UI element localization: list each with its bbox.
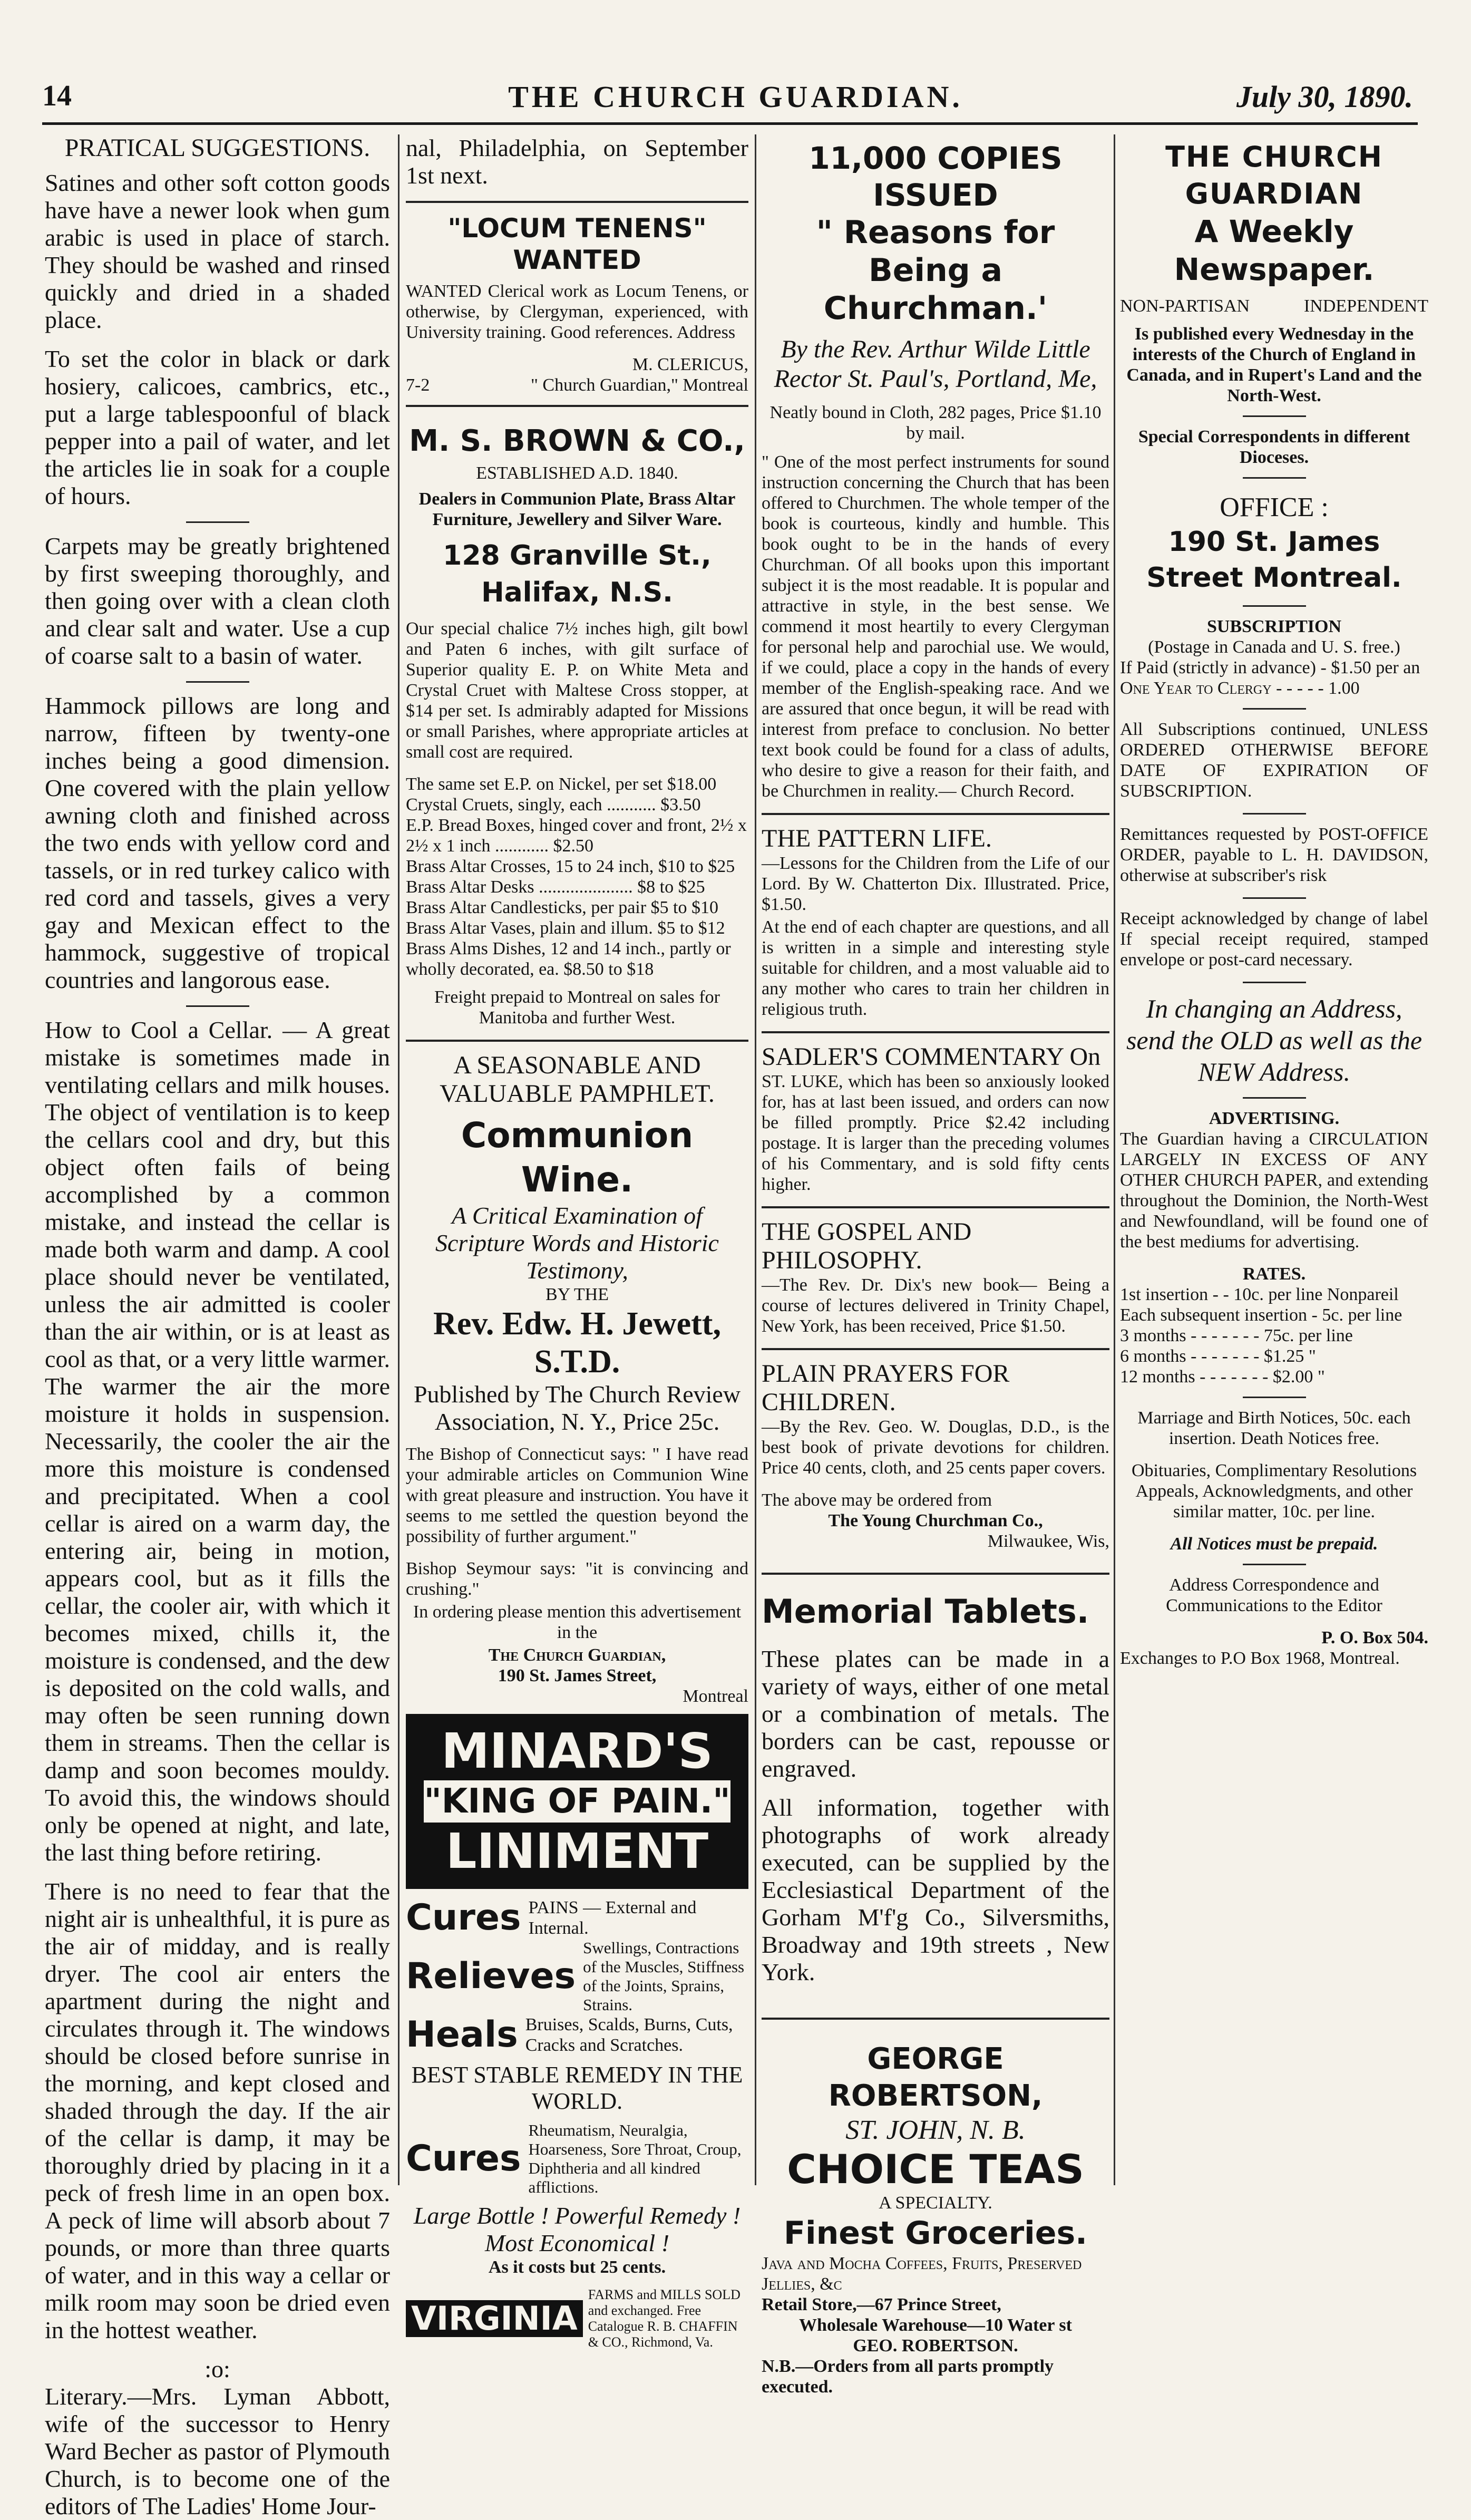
column-divider — [755, 134, 756, 2185]
choice-teas: CHOICE TEAS — [787, 2146, 1084, 2193]
locum-address-row — [406, 375, 748, 395]
pamphlet-title: A SEASONABLE AND VALUABLE PAMPHLET. — [440, 1051, 715, 1108]
wine-address: 190 St. James Street, — [498, 1666, 657, 1685]
paragraph: Literary.—Mrs. Lyman Abbott, wife of the successor to Henry Ward Becher as pastor of Plymouth Church, is to become one of the editors of The Ladies' Home Jour- — [45, 2383, 390, 2519]
gospel-title: THE GOSPEL AND PHILOSOPHY. — [762, 1218, 972, 1274]
column-advertisements-2 — [406, 134, 748, 2350]
published-note: Is published every Wednesday in the interests of the Church of England in Canada, and in Rupert's Land and the North-West. — [1126, 324, 1422, 405]
marriage-note: Marriage and Birth Notices, 50c. each insertion. Death Notices free. — [1137, 1408, 1411, 1448]
office-address: 190 St. James Street Montreal. — [1146, 526, 1402, 594]
address-note: Address Correspondence and Communications to the Editor — [1166, 1575, 1382, 1615]
sadler-body: ST. LUKE, which has been so anxiously looked for, has at last been issued, and orders can now be filled promptly. Price $2.42 including postage. It is larger than the preceding volumes of his Commentary, and is sold fifty cents higher. — [762, 1072, 1109, 1194]
paragraph: How to Cool a Cellar. — A great mistake is sometimes made in ventilating cellars and milk houses. The object of ventilation is to keep the cellars cool and dry, but this object often fails of being accomplished by a common mistake, and instead the cellar is made both warm and damp. A cool place should never be ventilated, unless the air admitted is cooler than the air within, or is at least as cool as that, or a very little warmer. The warmer the air the more moisture it holds in suspension. Necessarily, the cooler the air the more this moisture is condensed and precipitated. When a cool cellar is aired on a warm day, the entering air, being in motion, appears cool, but as it fills the cellar, the cooler air, with which it becomes mixed, chills it, the moisture is condensed, and the dew is deposited on the cold walls, and may often be seen running down them in streams. Then the cellar is damp and soon becomes mouldy. To avoid this, the windows should only be opened at night, and late, the last thing before retiring. — [45, 1016, 390, 1866]
divider — [1243, 1097, 1306, 1099]
virginia-text: FARMS and MILLS SOLD and exchanged. Free Catalogue R. B. CHAFFIN & CO., Richmond, Va. — [588, 2287, 741, 2350]
plain-prayers-title: PLAIN PRAYERS FOR CHILDREN. — [762, 1360, 1010, 1416]
locum-address: " Church Guardian," Montreal — [531, 375, 748, 395]
wine-quote: Bishop Seymour says: "it is convincing and crushing." — [406, 1559, 748, 1599]
locum-signature: M. CLERICUS, — [632, 355, 748, 374]
divider — [1243, 897, 1306, 899]
cures-word: Cures — [406, 1897, 521, 1939]
wine-order-note: In ordering please mention this advertisement in the — [413, 1602, 742, 1642]
cures-text: PAINS — External and Internal. — [528, 1898, 697, 1938]
minards-slogan: "KING OF PAIN." — [424, 1780, 730, 1823]
specialty: A SPECIALTY. — [879, 2193, 992, 2213]
robertson-title: GEORGE ROBERTSON, — [828, 2042, 1043, 2113]
reasons-rector: Rector St. Paul's, Portland, Me, — [774, 365, 1097, 393]
masthead: THE CHURCH GUARDIAN. — [508, 80, 963, 114]
robertson-place: ST. JOHN, N. B. — [845, 2115, 1026, 2145]
pattern-body-2: At the end of each chapter are questions, and all is written in a simple and interesting style suitable for children, and a most valuable aid to any mother who cares to train her children in religious truth. — [762, 917, 1109, 1019]
non-partisan: NON-PARTISAN — [1120, 296, 1250, 316]
price-line: Brass Altar Desks ..................... $8 to $25 — [406, 877, 705, 897]
rule — [762, 1031, 1109, 1033]
paragraph: Hammock pillows are long and narrow, fifteen by twenty-one inches being a good dimension. One covered with the plain yellow awning cloth and finished across the two ends with yellow cord and tassels, or in red turkey calico with red cord and tassels, gives a very gay and Mexican effect to the hammock, suggestive of tropical countries and langorous ease. — [45, 692, 390, 993]
order-note: The above may be ordered from — [762, 1490, 992, 1510]
divider — [186, 521, 249, 523]
relieves-line — [406, 1939, 748, 2014]
exchanges-note: Exchanges to P.O Box 1968, Montreal. — [1120, 1649, 1400, 1668]
guardian-tagline — [1120, 296, 1428, 316]
wine-publication: The Church Guardian, — [488, 1645, 666, 1665]
freight-note: Freight prepaid to Montreal on sales for Manitoba and further West. — [434, 987, 720, 1028]
cost-note: As it costs but 25 cents. — [488, 2257, 666, 2277]
guardian-title: THE CHURCH GUARDIAN — [1165, 140, 1383, 210]
rule — [762, 813, 1109, 815]
subscription-title: SUBSCRIPTION — [1206, 617, 1342, 636]
subscription-paid: If Paid (strictly in advance) - $1.50 per an — [1120, 658, 1420, 677]
wine-title: Communion Wine. — [461, 1115, 694, 1200]
relieves-word: Relieves — [406, 1955, 576, 1997]
issue-date: July 30, 1890. — [1236, 80, 1413, 114]
order-city: Milwaukee, Wis, — [987, 1532, 1109, 1551]
finest-groceries: Finest Groceries. — [784, 2215, 1087, 2252]
wine-subtitle: A Critical Examination of Scripture Words and Historic Testimony, — [435, 1202, 719, 1284]
column-guardian-info — [1120, 134, 1428, 2180]
divider — [1243, 605, 1306, 607]
change-address-note: In changing an Address, send the OLD as well as the NEW Address. — [1126, 994, 1423, 1087]
paragraph: Carpets may be greatly brightened by first sweeping thoroughly, and then going over with a clean cloth and clear salt and water. Use a cup of coarse salt to a basin of water. — [45, 532, 390, 669]
brown-body: Our special chalice 7½ inches high, gilt bowl and Paten 6 inches, with gilt surface of Superior quality E. P. on White Meta and Crystal Cruet with Maltese Cross stopper, at $14 per set. Is admirably adapted for Missions or small Parishes, where appropriate articles at small cost are required. — [406, 619, 748, 762]
rates-title: RATES. — [1242, 1264, 1306, 1284]
subscription-continued: All Subscriptions continued, UNLESS ORDERED OTHERWISE BEFORE DATE OF EXPIRATION OF SUBSCRIPTION. — [1120, 720, 1428, 801]
rate-line: 3 months - - - - - - - 75c. per line — [1120, 1326, 1353, 1345]
obituary-note: Obituaries, Complimentary Resolutions Appeals, Acknowledgments, and other similar matter, 10c. per line. — [1131, 1461, 1417, 1521]
divider — [186, 1005, 249, 1007]
relieves-text: Swellings, Contractions of the Muscles, Stiffness of the Joints, Sprains, Strains. — [583, 1939, 745, 2014]
po-box: P. O. Box 504. — [1321, 1628, 1428, 1647]
wine-by: BY THE — [545, 1285, 609, 1304]
brown-address: 128 Granville St., Halifax, N.S. — [443, 540, 712, 608]
memorial-paragraph: These plates can be made in a variety of ways, either of one metal or a combination of metals. The borders can be cast, repousse or engraved. — [762, 1645, 1109, 1782]
header-rule — [42, 122, 1418, 125]
column-advertisements-3 — [762, 134, 1109, 2397]
reasons-title: " Reasons for Being a Churchman.' — [816, 214, 1055, 327]
wine-quote: The Bishop of Connecticut says: " I have read your admirable articles on Communion Wine with great pleasure and instruction. You have it seems to me settled the question beyond the possibility of further argument." — [406, 1445, 748, 1546]
stable-remedy: BEST STABLE REMEDY IN THE WORLD. — [411, 2062, 743, 2114]
cures-line — [406, 1897, 748, 1939]
brown-dealers: Dealers in Communion Plate, Brass Altar Furniture, Jewellery and Silver Ware. — [418, 489, 736, 529]
rule — [406, 405, 748, 407]
paragraph: There is no need to fear that the night air is unhealthful, it is pure as the air of midday, and is really dryer. The cool air enters the apartment during the night and circulates through it. The windows should be closed before sunrise in the morning, and kept closed and shaded through the day. If the air of the cellar is damp, it may be thoroughly dried by placing in it a peck of fresh lime in an open box. A peck of lime will absorb about 7 pounds, or more than three quarts of water, and in this way a cellar or milk room may soon be dried even in the hottest weather. — [45, 1878, 390, 2343]
page-number: 14 — [42, 80, 72, 112]
rate-line: 1st insertion - - 10c. per line Nonpareil — [1120, 1285, 1399, 1304]
office-label: OFFICE : — [1220, 492, 1329, 522]
subscription-postage: (Postage in Canada and U. S. free.) — [1148, 637, 1400, 657]
price-line: The same set E.P. on Nickel, per set $18.00 — [406, 774, 717, 794]
column-divider — [1114, 134, 1115, 2185]
weekly-newspaper: A Weekly Newspaper. — [1174, 214, 1375, 287]
article-title: PRATICAL SUGGESTIONS. — [64, 134, 371, 162]
copies-issued: 11,000 COPIES ISSUED — [808, 140, 1063, 213]
price-line: Brass Altar Vases, plain and illum. $5 to $12 — [406, 918, 725, 938]
reasons-review: " One of the most perfect instruments for sound instruction concerning the Church that has been offered to Churchmen. The whole temper of the book is courteous, kindly and humble. This book ought to be in the hands of every Churchman. Of all books upon this important subject it is the most readable. It is popular and attractive in style, in the best sense. We commend it most heartily to every Clergyman for personal help and parochial use. We would, if we could, place a copy in the hands of every member of the English-speaking race. And we are assured that once begun, it will be read with interest from preface to conclusion. No better text book could be found for a class of adults, who desire to give a reason for their faith, and be Churchmen in reality.— Church Record. — [762, 452, 1109, 801]
grocery-goods: Java and Mocha Coffees, Fruits, Preserved Jellies, &c — [762, 2254, 1082, 2294]
virginia-ad — [406, 2287, 748, 2350]
price-line: Brass Alms Dishes, 12 and 14 inch., partly or wholly decorated, ea. $8.50 to $18 — [406, 939, 731, 979]
divider — [186, 681, 249, 683]
page-header — [0, 0, 1471, 137]
locum-title: "LOCUM TENENS" WANTED — [447, 213, 707, 275]
advertising-body: The Guardian having a CIRCULATION LARGELY IN EXCESS OF ANY OTHER CHURCH PAPER, and extending throughout the Dominion, the North-West and Newfoundland, will be found one of the best mediums for advertising. — [1120, 1129, 1428, 1252]
column-divider — [398, 134, 400, 2185]
rule — [406, 201, 748, 203]
sadler-title: SADLER'S COMMENTARY On — [762, 1043, 1101, 1071]
price-line: Brass Altar Candlesticks, per pair $5 to $10 — [406, 898, 719, 917]
brown-title: M. S. BROWN & CO., — [409, 424, 745, 458]
memorial-paragraph: All information, together with photographs of work already executed, can be supplied by the Ecclesiastical Department of the Gorham M'f'g Co., Silversmiths, Broadway and 19th streets , New York. — [762, 1794, 1109, 1985]
rate-line: Each subsequent insertion - 5c. per line — [1120, 1305, 1402, 1325]
wine-city: Montreal — [683, 1687, 748, 1706]
column-practical-suggestions — [45, 134, 390, 2519]
retail-store: Retail Store,—67 Prince Street, — [762, 2295, 1001, 2314]
price-line: E.P. Bread Boxes, hinged cover and front, 2½ x 2½ x 1 inch ............ $2.50 — [406, 816, 747, 856]
reasons-binding: Neatly bound in Cloth, 282 pages, Price $1.10 by mail. — [769, 403, 1102, 443]
divider — [1243, 813, 1306, 815]
divider — [1243, 1564, 1306, 1565]
gospel-body: —The Rev. Dr. Dix's new book— Being a course of lectures delivered in Trinity Chapel, New York, has been received, Price $1.50. — [762, 1275, 1109, 1336]
wine-author: Rev. Edw. H. Jewett, S.T.D. — [433, 1306, 721, 1380]
independent: INDEPENDENT — [1303, 296, 1428, 316]
pattern-title: THE PATTERN LIFE. — [762, 825, 992, 852]
price-line: Brass Altar Crosses, 15 to 24 inch, $10 to $25 — [406, 857, 735, 876]
memorial-title: Memorial Tablets. — [762, 1592, 1089, 1631]
plain-prayers-body: —By the Rev. Geo. W. Douglas, D.D., is the best book of private devotions for children. Price 40 cents, cloth, and 25 cents paper covers. — [762, 1417, 1109, 1478]
wine-publisher: Published by The Church Review Association, N. Y., Price 25c. — [413, 1381, 741, 1435]
subscription-clergy: One Year to Clergy - - - - - 1.00 — [1120, 679, 1360, 698]
cures2-text: Rheumatism, Neuralgia, Hoarseness, Sore Throat, Croup, Diphtheria and all kindred afflictions. — [528, 2121, 742, 2196]
paragraph: To set the color in black or dark hosiery, calicoes, cambrics, etc., put a large tablespoonful of black pepper into a pail of water, and let the articles lie in soak for a couple of hours. — [45, 345, 390, 509]
paragraph: Satines and other soft cotton goods have have a newer look when gum arabic is used in place of starch. They should be washed and rinsed quickly and dried in a shaded place. — [45, 169, 390, 333]
cures2-line — [406, 2121, 748, 2197]
minards-liniment: LINIMENT — [445, 1823, 709, 1879]
special-correspondents: Special Correspondents in different Dioceses. — [1138, 427, 1410, 467]
locum-body: WANTED Clerical work as Locum Tenens, or otherwise, by Clergyman, experienced, with University training. Good references. Address — [406, 282, 748, 342]
pattern-body: —Lessons for the Children from the Life of our Lord. By W. Chatterton Dix. Illustrated. Price, $1.50. — [762, 854, 1109, 914]
rule — [406, 1040, 748, 1042]
brown-established: ESTABLISHED A.D. 1840. — [476, 463, 678, 483]
rule — [762, 1206, 1109, 1208]
orders-note: N.B.—Orders from all parts promptly executed. — [762, 2357, 1054, 2397]
remittance-note: Remittances requested by POST-OFFICE ORDER, payable to L. H. DAVIDSON, otherwise at subscriber's risk — [1120, 825, 1428, 885]
divider — [1243, 1397, 1306, 1398]
advertising-title: ADVERTISING. — [1209, 1109, 1340, 1128]
divider-ornament: :o: — [204, 2356, 230, 2382]
divider — [1243, 415, 1306, 417]
rule — [762, 2018, 1109, 2020]
bottle-slogan: Large Bottle ! Powerful Remedy ! Most Economical ! — [413, 2202, 741, 2256]
heals-text: Bruises, Scalds, Burns, Cuts, Cracks and Scratches. — [525, 2015, 733, 2055]
cures2-word: Cures — [406, 2138, 521, 2179]
heals-line — [406, 2014, 748, 2056]
wholesale-warehouse: Wholesale Warehouse—10 Water st — [799, 2315, 1072, 2335]
rule — [762, 1573, 1109, 1575]
robertson-signature: GEO. ROBERTSON. — [853, 2336, 1018, 2356]
receipt-note: Receipt acknowledged by change of label If special receipt required, stamped envelope or post-card necessary. — [1120, 909, 1428, 970]
divider — [1243, 708, 1306, 710]
prepaid-note: All Notices must be prepaid. — [1170, 1534, 1378, 1554]
reasons-author: By the Rev. Arthur Wilde Little — [781, 335, 1090, 363]
locum-code: 7-2 — [406, 375, 430, 395]
virginia-title: VIRGINIA — [406, 2300, 583, 2337]
rate-line: 6 months - - - - - - - $1.25 " — [1120, 1346, 1316, 1366]
divider — [1243, 477, 1306, 479]
minards-name: MINARD'S — [441, 1723, 713, 1779]
heals-word: Heals — [406, 2014, 518, 2056]
rule — [762, 1348, 1109, 1350]
divider — [1243, 982, 1306, 983]
order-publisher: The Young Churchman Co., — [828, 1511, 1043, 1530]
minards-banner — [406, 1714, 748, 1889]
price-line: Crystal Cruets, singly, each ........... $3.50 — [406, 795, 701, 815]
paragraph-continuation: nal, Philadelphia, on September 1st next. — [406, 134, 748, 189]
rate-line: 12 months - - - - - - - $2.00 " — [1120, 1367, 1325, 1387]
